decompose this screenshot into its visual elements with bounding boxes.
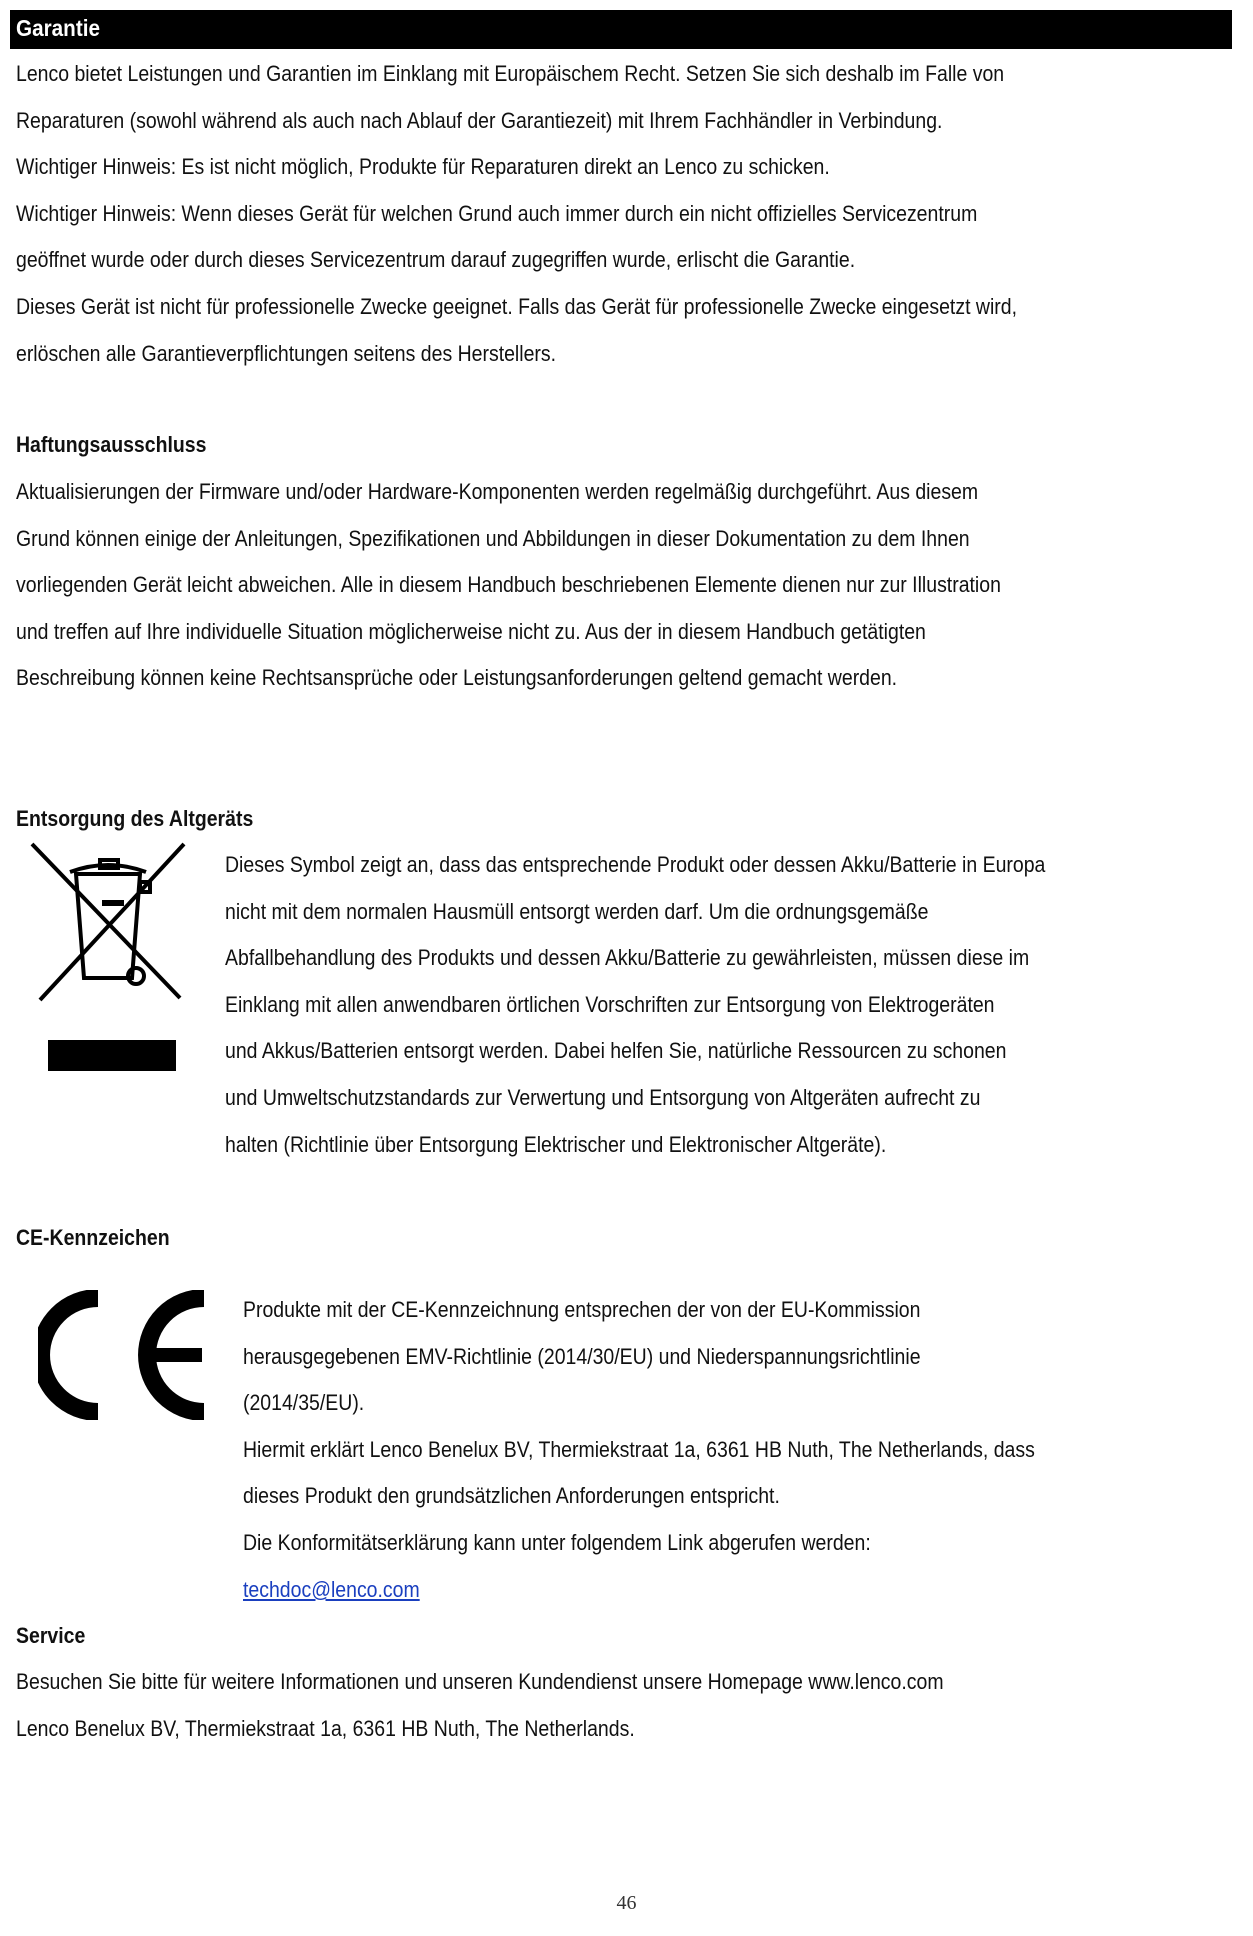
garantie-text-line: Wichtiger Hinweis: Es ist nicht möglich, Produkte für Reparaturen direkt an Lenco zu schicken.	[16, 154, 830, 180]
haftung-text-line: Beschreibung können keine Rechtsansprüche oder Leistungsanforderungen geltend gemacht werden.	[16, 665, 898, 691]
entsorgung-text-line: Dieses Symbol zeigt an, dass das entsprechende Produkt oder dessen Akku/Batterie in Europa	[225, 852, 1046, 877]
entsorgung-text-line: nicht mit dem normalen Hausmüll entsorgt werden darf. Um die ordnungsgemäße	[225, 898, 929, 924]
haftung-text-line: Aktualisierungen der Firmware und/oder Hardware-Komponenten werden regelmäßig durchgeführt. Aus diesem	[16, 479, 979, 504]
heading-haftungsausschluss: Haftungsausschluss	[16, 432, 207, 457]
ce-mark-icon	[38, 1290, 218, 1420]
garantie-text-line: erlöschen alle Garantieverpflichtungen seitens des Herstellers.	[16, 340, 557, 366]
garantie-text-line: Dieses Gerät ist nicht für professionelle Zwecke geeignet. Falls das Gerät für professionelle Zwecke eingesetzt wird,	[16, 294, 1018, 319]
garantie-text-line: geöffnet wurde oder durch dieses Servicezentrum darauf zugegriffen wurde, erlischt die Garantie.	[16, 247, 856, 273]
garantie-text-line: Lenco bietet Leistungen und Garantien im Einklang mit Europäischem Recht. Setzen Sie sich deshalb im Falle von	[16, 61, 1005, 86]
weee-crossed-bin-icon	[28, 838, 188, 1078]
ce-text-line: Hiermit erklärt Lenco Benelux BV, Thermiekstraat 1a, 6361 HB Nuth, The Netherlands, dass	[243, 1436, 1035, 1462]
entsorgung-text-line: halten (Richtlinie über Entsorgung Elektrischer und Elektronischer Altgeräte).	[225, 1131, 887, 1157]
entsorgung-text-line: und Umweltschutzstandards zur Verwertung und Entsorgung von Altgeräten aufrecht zu	[225, 1085, 981, 1110]
garantie-text-line: Reparaturen (sowohl während als auch nach Ablauf der Garantiezeit) mit Ihrem Fachhändler in Verbindung.	[16, 107, 943, 133]
haftung-text-line: Grund können einige der Anleitungen, Spezifikationen und Abbildungen in dieser Dokumentation zu dem Ihnen	[16, 525, 970, 551]
entsorgung-text-line: und Akkus/Batterien entsorgt werden. Dabei helfen Sie, natürliche Ressourcen zu schonen	[225, 1038, 1007, 1064]
section-title: Garantie	[16, 15, 100, 41]
heading-ce-kennzeichen: CE-Kennzeichen	[16, 1225, 170, 1250]
heading-entsorgung: Entsorgung des Altgeräts	[16, 806, 254, 831]
heading-service: Service	[16, 1623, 86, 1648]
service-text-line: Lenco Benelux BV, Thermiekstraat 1a, 6361 HB Nuth, The Netherlands.	[16, 1715, 635, 1741]
garantie-text-line: Wichtiger Hinweis: Wenn dieses Gerät für welchen Grund auch immer durch ein nicht offizielles Servicezentrum	[16, 200, 978, 226]
techdoc-email-link[interactable]: techdoc@lenco.com	[243, 1577, 420, 1602]
ce-text-line: Die Konformitätserklärung kann unter folgendem Link abgerufen werden:	[243, 1530, 871, 1555]
ce-text-line: Produkte mit der CE-Kennzeichnung entsprechen der von der EU-Kommission	[243, 1297, 921, 1322]
ce-text-line: dieses Produkt den grundsätzlichen Anforderungen entspricht.	[243, 1483, 780, 1509]
service-text-line: Besuchen Sie bitte für weitere Informationen und unseren Kundendienst unsere Homepage www.lenco.com	[16, 1669, 944, 1694]
haftung-text-line: und treffen auf Ihre individuelle Situation möglicherweise nicht zu. Aus der in diesem Handbuch getätigten	[16, 618, 926, 644]
ce-text-line: (2014/35/EU).	[243, 1390, 365, 1416]
page-number: 46	[616, 1892, 637, 1914]
haftung-text-line: vorliegenden Gerät leicht abweichen. Alle in diesem Handbuch beschriebenen Elemente dienen nur zur Illustration	[16, 572, 1001, 598]
section-header-garantie	[10, 10, 1232, 49]
entsorgung-text-line: Einklang mit allen anwendbaren örtlichen Vorschriften zur Entsorgung von Elektrogeräten	[225, 991, 995, 1017]
entsorgung-text-line: Abfallbehandlung des Produkts und dessen Akku/Batterie zu gewährleisten, müssen diese im	[225, 945, 1030, 971]
ce-text-line: herausgegebenen EMV-Richtlinie (2014/30/EU) und Niederspannungsrichtlinie	[243, 1343, 921, 1369]
